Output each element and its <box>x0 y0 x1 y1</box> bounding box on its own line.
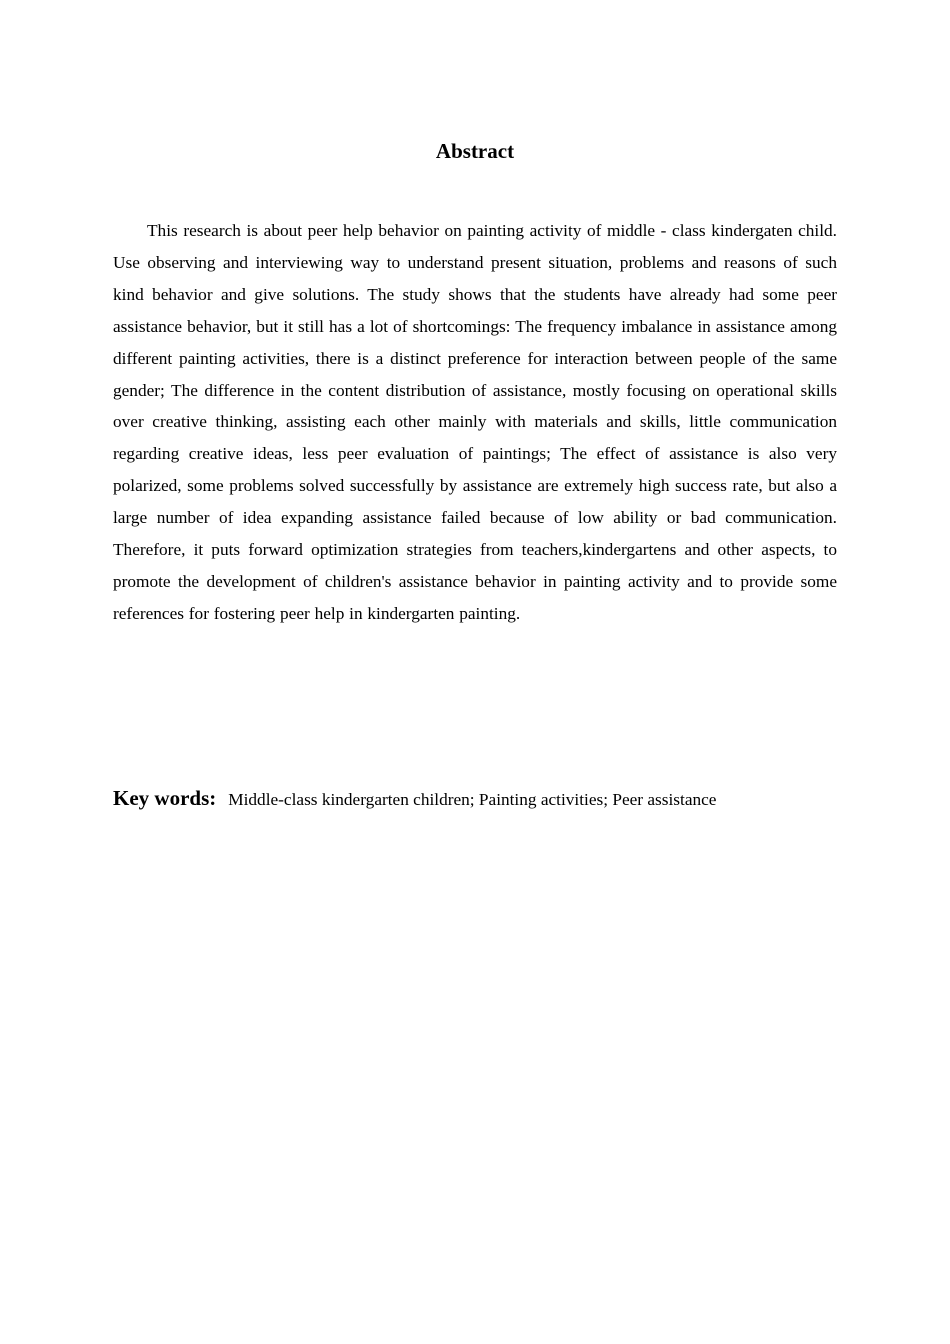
keywords-text: Middle-class kindergarten children; Painting activities; Peer assistance <box>228 790 717 809</box>
abstract-title: Abstract <box>435 139 515 163</box>
keywords-line <box>113 783 853 816</box>
abstract-paragraph: This research is about peer help behavior on painting activity of middle - class kindergaten child. Use observing and interviewing way to understand present situation, problems and reasons of such kind behavior and give solutions. The study shows that the students have already had some peer assistance behavior, but it still has a lot of shortcomings: The frequency imbalance in assistance among different painting activities, there is a distinct preference for interaction between people of the same gender; The difference in the content distribution of assistance, mostly focusing on operational skills over creative thinking, assisting each other mainly with materials and skills, little communication regarding creative ideas, less peer evaluation of paintings; The effect of assistance is also very polarized, some problems solved successfully by assistance are extremely high success rate, but also a large number of idea expanding assistance failed because of low ability or bad communication. Therefore, it puts forward optimization strategies from teachers,kindergartens and other aspects, to promote the development of children's assistance behavior in painting activity and to provide some references for fostering peer help in kindergarten painting. <box>113 221 837 623</box>
keywords-label: Key words: <box>113 786 217 810</box>
